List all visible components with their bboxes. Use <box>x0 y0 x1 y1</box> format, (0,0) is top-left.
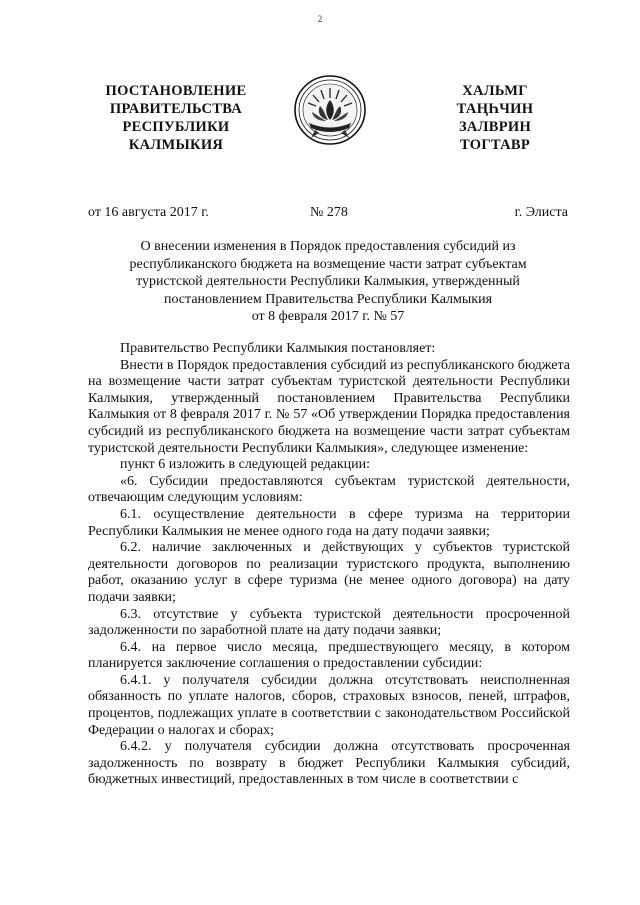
issuer-name-kalmyk <box>430 82 560 154</box>
title-line: постановлением Правительства Республики Калмыкия <box>163 291 493 307</box>
title-line: туристской деятельности Республики Калмыкия, утвержденный <box>136 274 520 289</box>
issuer-line: ТОГТАВР <box>459 137 531 153</box>
document-title <box>88 238 568 326</box>
issuer-line: КАЛМЫКИЯ <box>128 137 224 153</box>
document-meta <box>88 205 568 223</box>
paragraph: 6.4.2. у получателя субсидии должна отсутствовать просроченная задолженность по возврату в бюджет Республики Калмыкия субсидий, бюджетных инвестиций, предоставленных в том числе в соответствии с <box>88 739 570 788</box>
paragraph: «6. Субсидии предоставляются субъектам туристской деятельности, отвечающим следующим условиям: <box>88 473 570 506</box>
page-number: 2 <box>317 14 323 24</box>
title-line: республиканского бюджета на возмещение части затрат субъектам <box>129 256 527 272</box>
document-city: г. Элиста <box>514 205 568 220</box>
issuer-line: РЕСПУБЛИКИ <box>122 119 230 135</box>
issuer-line: ПРАВИТЕЛЬСТВА <box>109 101 243 117</box>
paragraph: Правительство Республики Калмыкия постановляет: <box>120 341 436 356</box>
issuer-name-russian <box>72 82 280 154</box>
issuer-line: ЗАЛВРИН <box>458 119 532 135</box>
paragraph: 6.3. отсутствие у субъекта туристской деятельности просроченной задолженности по заработной плате на дату подачи заявки; <box>88 606 570 639</box>
document-number: № 278 <box>310 205 348 220</box>
paragraph: Внести в Порядок предоставления субсидий из республиканского бюджета на возмещение части затрат субъектам туристской деятельности Республики Калмыкия, утвержденный постановлением Правительства Республики Калмыкия от 8 февраля 2017 г. № 57 «Об утверждении Порядка предоставления субсидий из республиканского бюджета на возмещение части затрат субъектам туристской деятельности Республики Калмыкия», следующее изменение: <box>88 357 570 456</box>
document-date: от 16 августа 2017 г. <box>88 205 209 220</box>
title-line: от 8 февраля 2017 г. № 57 <box>251 309 405 324</box>
paragraph: 6.1. осуществление деятельности в сфере туризма на территории Республики Калмыкия не менее одного года на дату подачи заявки; <box>88 506 570 539</box>
paragraph: 6.2. наличие заключенных и действующих у субъектов туристской деятельности договоров по реализации туристского продукта, выполнению работ, оказанию услуг в сфере туризма (не менее одного договора) на дату подачи заявки; <box>88 540 570 605</box>
issuer-line: ТАҢҺЧИН <box>456 101 534 117</box>
paragraph: пункт 6 изложить в следующей редакции: <box>120 457 370 473</box>
paragraph: 6.4. на первое число месяца, предшествующего месяцу, в котором планируется заключение соглашения о предоставлении субсидии: <box>88 639 570 672</box>
issuer-line: ХАЛЬМГ <box>462 83 528 99</box>
document-body <box>88 341 570 789</box>
kalmykia-emblem-icon <box>293 74 367 146</box>
paragraph: 6.4.1. у получателя субсидии должна отсутствовать неисполненная обязанность по уплате налогов, сборов, страховых взносов, пеней, штрафов, процентов, подлежащих уплате в соответствии с законодательством Российской Федерации о налогах и сборах; <box>88 672 570 738</box>
issuer-line: ПОСТАНОВЛЕНИЕ <box>105 83 247 99</box>
title-line: О внесении изменения в Порядок предоставления субсидий из <box>140 239 516 254</box>
